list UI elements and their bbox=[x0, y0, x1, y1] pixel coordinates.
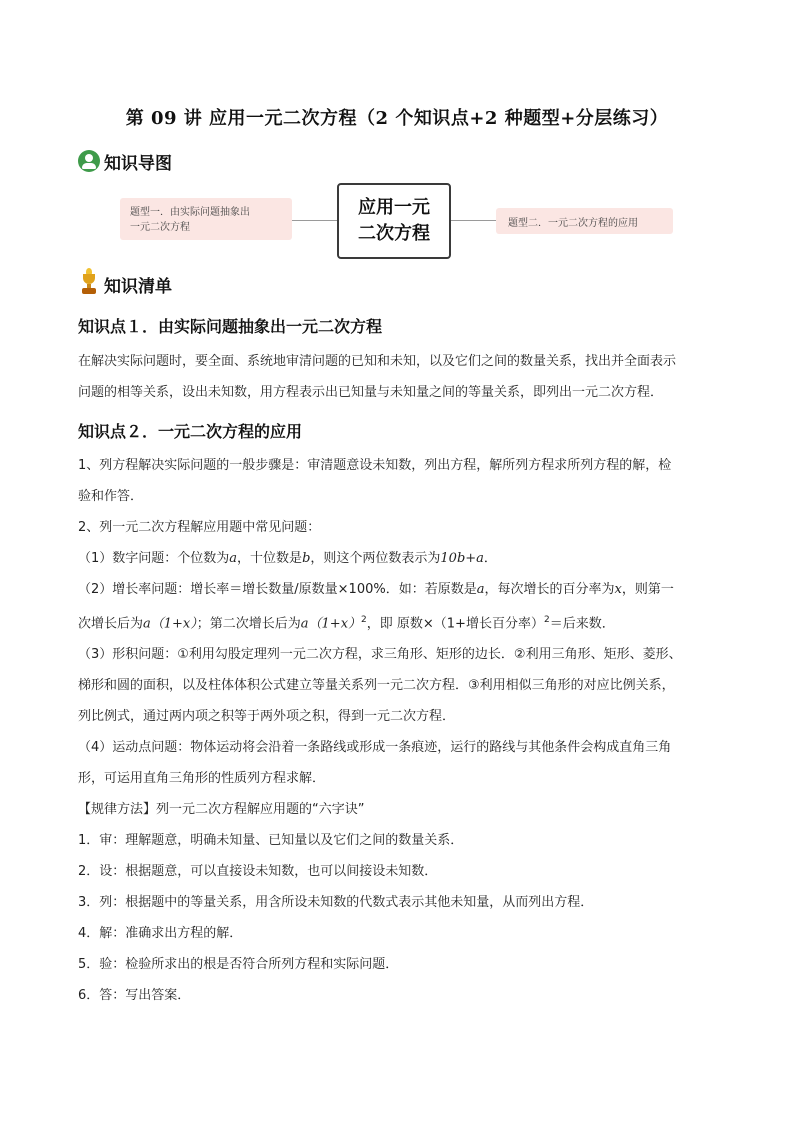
rule-step: 5．验：检验所求出的根是否符合所列方程和实际问题． bbox=[78, 957, 399, 973]
rule-step: 1．审：理解题意，明确未知量、已知量以及它们之间的数量关系． bbox=[78, 833, 464, 849]
trophy-icon bbox=[78, 272, 100, 296]
text-line-digit-problem: （1）数字问题：个位数为a，十位数是b，则这个两位数表示为10b+a． bbox=[78, 551, 497, 566]
mindmap-node-type1 bbox=[120, 198, 292, 240]
rule-step: 6．答：写出答案． bbox=[78, 988, 191, 1004]
mindmap-center-node: 应用一元二次方程 bbox=[337, 183, 451, 259]
text-line: 列比例式，通过两内项之积等于两外项之积，得到一元二次方程． bbox=[78, 709, 456, 725]
text-line: 2、列一元二次方程解应用题中常见问题： bbox=[78, 520, 321, 535]
user-group-icon bbox=[78, 150, 100, 172]
mindmap-node-line: 题型一．由实际问题抽象出 bbox=[130, 207, 250, 218]
rule-method-title: 【规律方法】列一元二次方程解应用题的“六字诀” bbox=[78, 802, 365, 818]
rule-step: 3．列：根据题中的等量关系，用含所设未知数的代数式表示其他未知量，从而列出方程． bbox=[78, 895, 594, 911]
mindmap-node-line: 一元二次方程 bbox=[130, 222, 190, 233]
rule-step: 4．解：准确求出方程的解． bbox=[78, 926, 243, 942]
rule-step: 2．设：根据题意，可以直接设未知数，也可以间接设未知数． bbox=[78, 864, 438, 880]
knowledge-point-2-body bbox=[78, 450, 718, 1011]
text-line-growth-problem-cont: 次增长后为a（1+x）；第二次增长后为$a(1+x)^2$，即 原数×（1+增长百分率）$^2$＝后来数． bbox=[78, 615, 615, 632]
mindmap-connector-right bbox=[451, 220, 496, 221]
text-line: 问题的相等关系，设出未知数，用方程表示出已知量与未知量之间的等量关系，即列出一元二次方程． bbox=[78, 385, 664, 400]
text-line: 形，可运用直角三角形的性质列方程求解． bbox=[78, 771, 326, 787]
section-heading-label: 知识清单 bbox=[104, 276, 172, 297]
text-line: （4）运动点问题：物体运动将会沿着一条路线或形成一条痕迹，运行的路线与其他条件会构成直角三角 bbox=[78, 740, 672, 756]
mindmap-connector-left bbox=[292, 220, 337, 221]
text-line: 1、列方程解决实际问题的一般步骤是：审清题意设未知数，列出方程，解所列方程求所列方程的解，检 bbox=[78, 458, 672, 473]
text-line-growth-problem: （2）增长率问题：增长率＝增长数量/原数量×100%．如：若原数是a，每次增长的百分率为x，则第一 bbox=[78, 582, 674, 597]
section-heading-list bbox=[78, 270, 172, 298]
text-line: （3）形积问题：①利用勾股定理列一元二次方程，求三角形、矩形的边长．②利用三角形、矩形、菱形、 bbox=[78, 647, 682, 663]
section-heading-label: 知识导图 bbox=[104, 153, 172, 174]
page-title: 第 09 讲 应用一元二次方程（2 个知识点+2 种题型+分层练习） bbox=[125, 108, 669, 129]
knowledge-point-1-body bbox=[78, 346, 718, 408]
text-line: 梯形和圆的面积，以及柱体体积公式建立等量关系列一元二次方程．③利用相似三角形的对应比例关系， bbox=[78, 678, 675, 694]
mindmap-node-type2: 题型二．一元二次方程的应用 bbox=[496, 208, 673, 234]
knowledge-point-1-heading: 知识点１．由实际问题抽象出一元二次方程 bbox=[78, 317, 383, 336]
text-line: 验和作答． bbox=[78, 489, 144, 504]
text-line: 在解决实际问题时，要全面、系统地审清问题的已知和未知，以及它们之间的数量关系，找出并全面表示 bbox=[78, 354, 677, 369]
knowledge-point-2-heading: 知识点２．一元二次方程的应用 bbox=[78, 422, 303, 441]
section-heading-mindmap bbox=[78, 147, 172, 175]
